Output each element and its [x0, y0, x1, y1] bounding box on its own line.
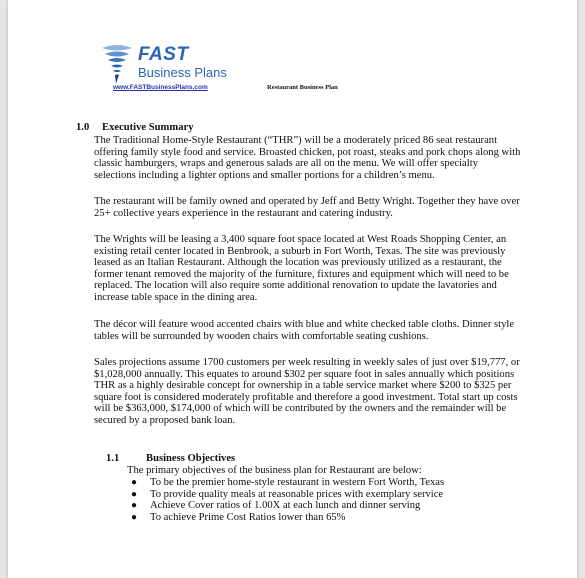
section-number: 1.0	[76, 122, 90, 133]
list-item-text: Achieve Cover ratios of 1.00X at each lunch and dinner serving	[150, 500, 421, 512]
list-item	[128, 489, 444, 501]
subsection-title: Business Objectives	[146, 453, 236, 464]
list-item-text: To be the premier home-style restaurant in western Fort Worth, Texas	[150, 477, 445, 488]
brand-name: FAST	[138, 44, 189, 65]
website-link[interactable]: www.FASTBusinessPlans.com	[113, 84, 208, 91]
list-item-text: To provide quality meals at reasonable prices with exemplary service	[150, 488, 444, 500]
bullet-icon: ●	[131, 477, 138, 488]
list-item	[128, 500, 444, 512]
bullet-icon: ●	[131, 500, 138, 512]
bullet-icon: ●	[131, 488, 138, 500]
list-item	[128, 512, 444, 524]
subsection-intro: The primary objectives of the business plan for Restaurant are below:	[127, 465, 422, 476]
list-item	[128, 477, 444, 489]
paragraph: The restaurant will be family owned and operated by Jeff and Betty Wright. Together they have over 25+ collective years experience in the restaurant and catering industry.	[94, 196, 520, 219]
section-title: Executive Summary	[102, 122, 194, 133]
tornado-icon	[100, 42, 134, 86]
subsection-number: 1.1	[106, 453, 120, 464]
document-page	[8, 0, 577, 578]
paragraph: The Wrights will be leasing a 3,400 square foot space located at West Roads Shopping Center, an existing retail center located in Benbrook, a suburb in Fort Worth, Texas. The site was previously leased as an Italian Restaurant. Although the location was previously utilized as a restaurant, the former tenant removed the majority of the furniture, fixtures and equipment which will need to be replaced. The location will also require some additional renovation to update the lavatories and increase table space in the dining area.	[94, 234, 509, 303]
section-heading	[76, 122, 194, 133]
objectives-list	[128, 477, 444, 523]
list-item-text: To achieve Prime Cost Ratios lower than 65%	[150, 511, 346, 523]
bullet-icon: ●	[131, 511, 138, 523]
brand-tagline: Business Plans	[138, 65, 227, 80]
paragraph: The Traditional Home-Style Restaurant (“THR”) will be a moderately priced 86 seat restaurant offering family style food and service. Broasted chicken, pot roast, steaks and pork chops along with classic hamburgers, wraps and generous salads are all on the menu. We will offer specialty selections including a lighter options and smaller portions for a children’s menu.	[94, 135, 521, 181]
document-title: Restaurant Business Plan	[267, 84, 338, 91]
paragraph: The décor will feature wood accented chairs with blue and white checked table cloths. Dinner style tables will be surrounded by wooden chairs with comfortable seating cushions.	[94, 319, 515, 342]
subsection-heading	[106, 453, 235, 464]
paragraph: Sales projections assume 1700 customers per week resulting in weekly sales of just over $19,777, or $1,028,000 annually. This equates to around $302 per square foot in sales annually which positions THR as a highly desirable concept for ownership in a table service market where $200 to $325 per square foot is considered moderately profitable and therefore a good investment. Total start up costs will be $363,000, $174,000 of which will be contributed by the owners and the remainder will be secured by a proposed bank loan.	[94, 357, 520, 426]
